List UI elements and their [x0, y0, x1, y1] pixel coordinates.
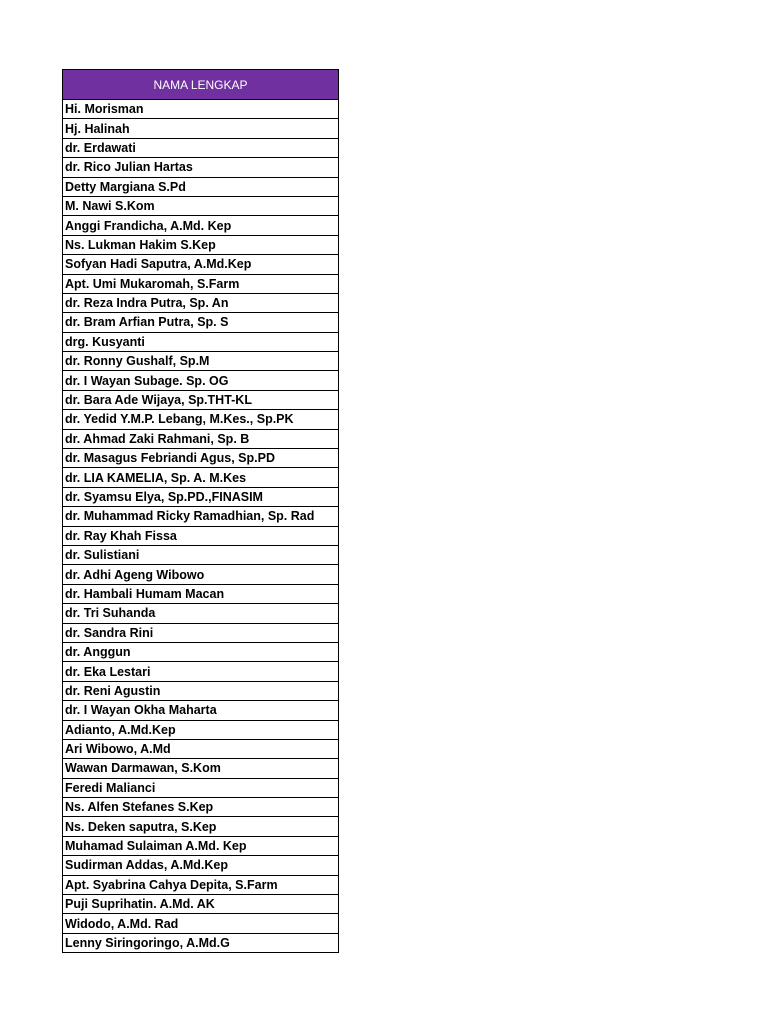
name-cell: Ns. Deken saputra, S.Kep [63, 817, 339, 836]
name-cell: dr. Hambali Humam Macan [63, 584, 339, 603]
table-row [63, 332, 339, 351]
table-body [63, 100, 339, 953]
table-row [63, 100, 339, 119]
name-cell: dr. Ronny Gushalf, Sp.M [63, 352, 339, 371]
name-cell: dr. Masagus Febriandi Agus, Sp.PD [63, 449, 339, 468]
table-row [63, 856, 339, 875]
name-cell: Apt. Umi Mukaromah, S.Farm [63, 274, 339, 293]
table-row [63, 817, 339, 836]
table-row [63, 933, 339, 952]
table-row [63, 119, 339, 138]
name-cell: dr. I Wayan Okha Maharta [63, 701, 339, 720]
table-row [63, 642, 339, 661]
table-row [63, 526, 339, 545]
table-row [63, 662, 339, 681]
name-cell: dr. I Wayan Subage. Sp. OG [63, 371, 339, 390]
table-row [63, 798, 339, 817]
name-cell: Hj. Halinah [63, 119, 339, 138]
name-cell: M. Nawi S.Kom [63, 196, 339, 215]
name-table [62, 69, 339, 953]
name-cell: dr. LIA KAMELIA, Sp. A. M.Kes [63, 468, 339, 487]
table-row [63, 545, 339, 564]
table-row [63, 138, 339, 157]
table-row [63, 390, 339, 409]
name-cell: dr. Tri Suhanda [63, 604, 339, 623]
name-cell: Widodo, A.Md. Rad [63, 914, 339, 933]
name-cell: Detty Margiana S.Pd [63, 177, 339, 196]
name-cell: dr. Ray Khah Fissa [63, 526, 339, 545]
name-cell: Anggi Frandicha, A.Md. Kep [63, 216, 339, 235]
table-row [63, 352, 339, 371]
table-row [63, 487, 339, 506]
name-cell: dr. Muhammad Ricky Ramadhian, Sp. Rad [63, 507, 339, 526]
table-row [63, 895, 339, 914]
table-row [63, 449, 339, 468]
name-cell: dr. Syamsu Elya, Sp.PD.,FINASIM [63, 487, 339, 506]
table-row [63, 604, 339, 623]
name-cell: Adianto, A.Md.Kep [63, 720, 339, 739]
name-cell: Ari Wibowo, A.Md [63, 739, 339, 758]
table-row [63, 584, 339, 603]
name-cell: dr. Sandra Rini [63, 623, 339, 642]
table-row [63, 371, 339, 390]
name-cell: Feredi Malianci [63, 778, 339, 797]
name-cell: dr. Bram Arfian Putra, Sp. S [63, 313, 339, 332]
table-row [63, 739, 339, 758]
name-cell: Lenny Siringoringo, A.Md.G [63, 933, 339, 952]
table-header-row [63, 70, 339, 100]
table-row [63, 701, 339, 720]
name-cell: Hi. Morisman [63, 100, 339, 119]
name-cell: Ns. Alfen Stefanes S.Kep [63, 798, 339, 817]
table-row [63, 216, 339, 235]
table-row [63, 313, 339, 332]
name-cell: Puji Suprihatin. A.Md. AK [63, 895, 339, 914]
name-cell: dr. Reza Indra Putra, Sp. An [63, 293, 339, 312]
name-cell: Sudirman Addas, A.Md.Kep [63, 856, 339, 875]
name-cell: dr. Reni Agustin [63, 681, 339, 700]
name-cell: Muhamad Sulaiman A.Md. Kep [63, 836, 339, 855]
name-cell: dr. Erdawati [63, 138, 339, 157]
table-row [63, 274, 339, 293]
table-row [63, 720, 339, 739]
table-row [63, 158, 339, 177]
name-cell: Apt. Syabrina Cahya Depita, S.Farm [63, 875, 339, 894]
table-row [63, 410, 339, 429]
table-row [63, 255, 339, 274]
table-row [63, 177, 339, 196]
name-cell: Wawan Darmawan, S.Kom [63, 759, 339, 778]
column-header-nama-lengkap: NAMA LENGKAP [63, 70, 339, 100]
table-row [63, 875, 339, 894]
table-row [63, 196, 339, 215]
name-cell: dr. Ahmad Zaki Rahmani, Sp. B [63, 429, 339, 448]
name-cell: dr. Anggun [63, 642, 339, 661]
name-cell: dr. Bara Ade Wijaya, Sp.THT-KL [63, 390, 339, 409]
name-cell: dr. Eka Lestari [63, 662, 339, 681]
table-row [63, 565, 339, 584]
table-row [63, 293, 339, 312]
name-cell: Ns. Lukman Hakim S.Kep [63, 235, 339, 254]
name-cell: dr. Rico Julian Hartas [63, 158, 339, 177]
name-cell: dr. Adhi Ageng Wibowo [63, 565, 339, 584]
table-row [63, 681, 339, 700]
table-row [63, 914, 339, 933]
name-cell: dr. Yedid Y.M.P. Lebang, M.Kes., Sp.PK [63, 410, 339, 429]
name-cell: dr. Sulistiani [63, 545, 339, 564]
table-row [63, 468, 339, 487]
table-row [63, 778, 339, 797]
name-cell: drg. Kusyanti [63, 332, 339, 351]
name-cell: Sofyan Hadi Saputra, A.Md.Kep [63, 255, 339, 274]
table-row [63, 507, 339, 526]
table-row [63, 836, 339, 855]
table-row [63, 429, 339, 448]
table-row [63, 235, 339, 254]
table-row [63, 759, 339, 778]
table-row [63, 623, 339, 642]
